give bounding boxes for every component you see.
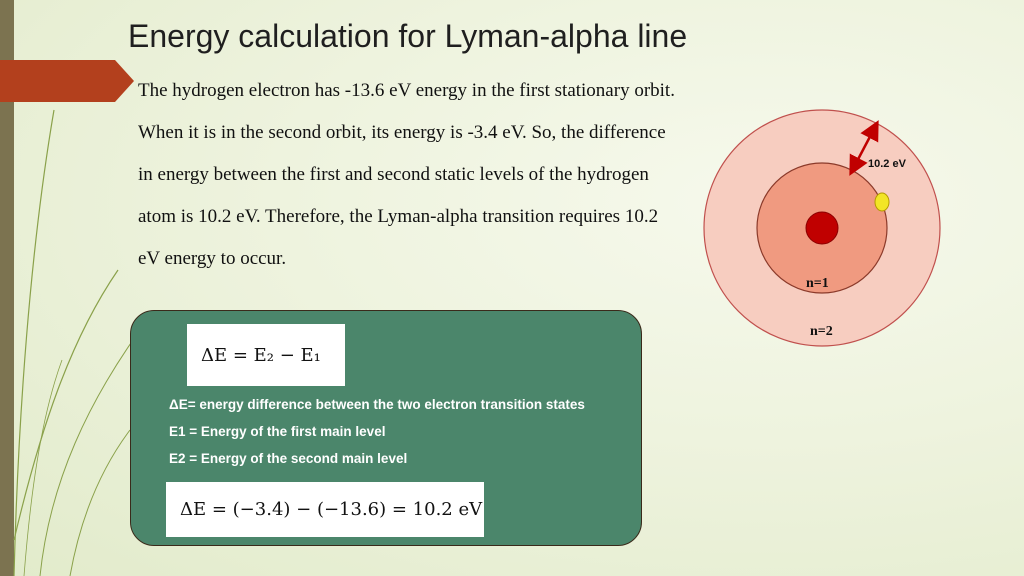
definition-e1: E1 = Energy of the first main level xyxy=(169,424,386,439)
nucleus xyxy=(806,212,838,244)
definitions-list xyxy=(169,392,585,473)
electron xyxy=(875,193,889,211)
energy-label: 10.2 eV xyxy=(868,158,906,170)
calculation-formula: ΔE = (−3.4) − (−13.6) = 10.2 eV xyxy=(166,482,484,537)
slide-title: Energy calculation for Lyman-alpha line xyxy=(128,18,688,54)
energy-difference-formula: ΔE = E₂ − E₁ xyxy=(187,324,345,386)
title-arrow-tab xyxy=(0,60,134,102)
bohr-atom-diagram xyxy=(700,105,950,350)
definition-delta-e: ΔE= energy difference between the two electron transition states xyxy=(169,397,585,412)
explanation-paragraph: The hydrogen electron has -13.6 eV energy in the first stationary orbit. When it is in the second orbit, its energy is -3.4 eV. So, the difference in energy between the first and second static levels of the hydrogen atom is 10.2 eV. Therefore, the Lyman-alpha transition requires 10.2 eV energy to occur. xyxy=(138,80,675,269)
outer-orbit-label: n=2 xyxy=(810,324,833,339)
definition-e2: E2 = Energy of the second main level xyxy=(169,451,408,466)
inner-orbit-label: n=1 xyxy=(806,276,829,291)
